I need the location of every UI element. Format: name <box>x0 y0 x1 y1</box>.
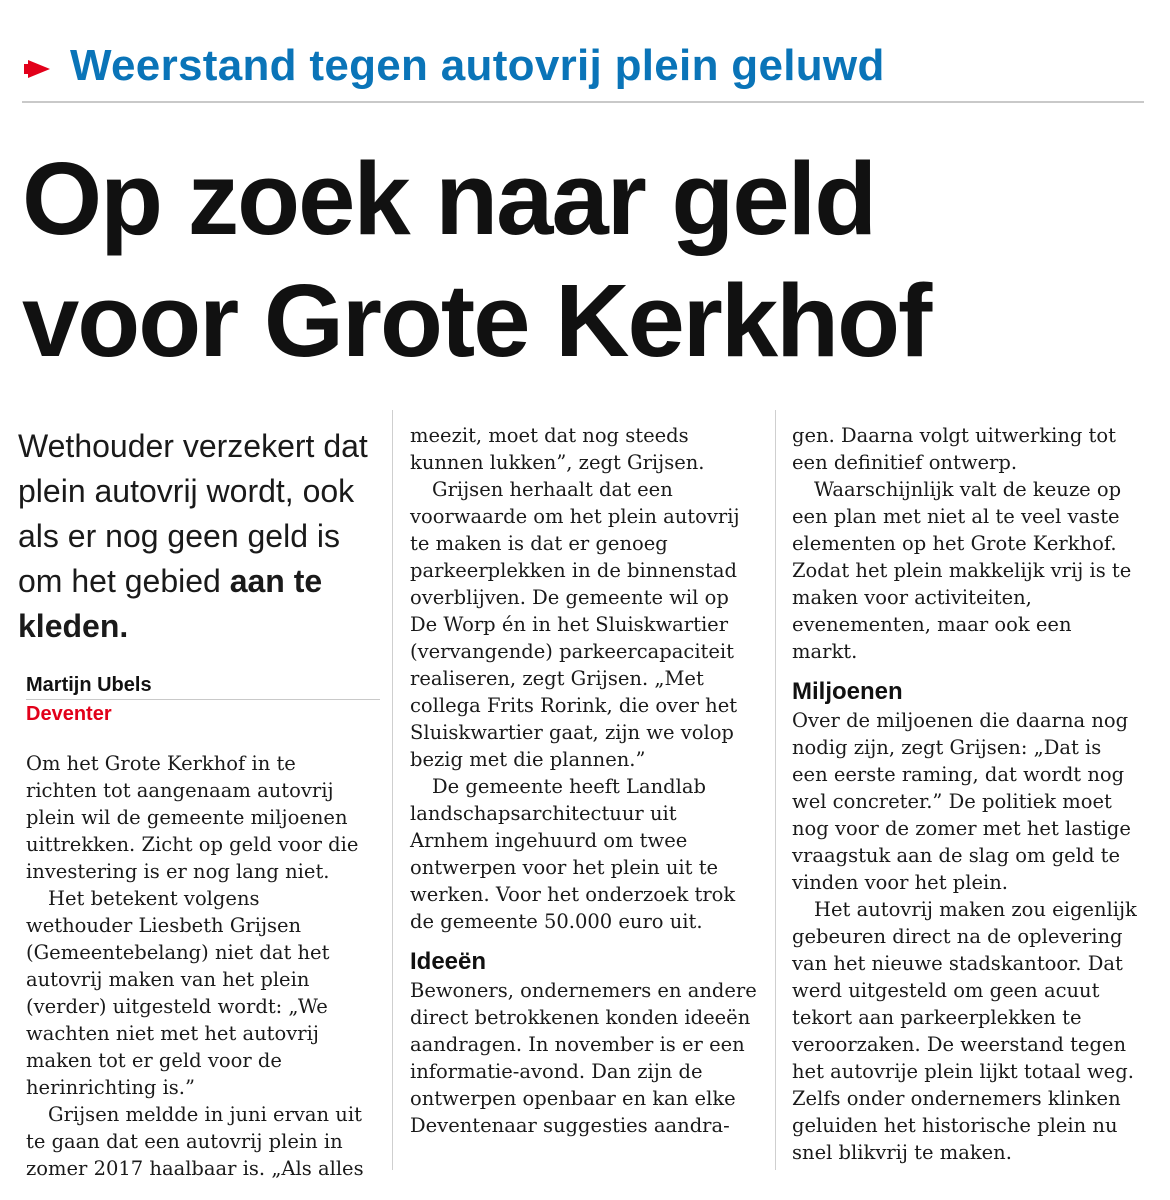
headline <box>22 138 1162 382</box>
column-2 <box>410 422 760 1139</box>
column-3 <box>792 422 1142 1166</box>
subhead: Miljoenen <box>792 678 903 705</box>
kicker-text: Weerstand tegen autovrij plein geluwd <box>70 41 885 90</box>
column-1 <box>26 750 371 1182</box>
paragraph: Bewoners, ondernemers en andere direct betrokkenen konden ideeën aandragen. In november is er een informatie-avond. Dan zijn de ontwerpen openbaar en kan elke Deventenaar suggesties aandra- <box>410 979 757 1137</box>
headline-line-2: voor Grote Kerkhof <box>22 263 931 378</box>
divider <box>26 699 380 700</box>
paragraph: De gemeente heeft Landlab landschapsarchitectuur uit Arnhem ingehuurd om twee ontwerpen voor het plein uit te werken. Voor het onderzoek trok de gemeente 50.000 euro uit. <box>410 775 736 933</box>
paragraph: Waarschijnlijk valt de keuze op een plan met niet al te veel vaste elementen op het Grote Kerkhof. Zodat het plein makkelijk vrij is te maken voor activiteiten, evenementen, maar ook een markt. <box>792 478 1132 663</box>
paragraph: meezit, moet dat nog steeds kunnen lukken”, zegt Grijsen. <box>410 424 705 474</box>
dateline: Deventer <box>26 703 112 725</box>
paragraph: gen. Daarna volgt uitwerking tot een definitief ontwerp. <box>792 424 1116 474</box>
paragraph: Grijsen meldde in juni ervan uit te gaan dat een autovrij plein in zomer 2017 haalbaar is. „Als alles <box>26 1103 364 1180</box>
divider <box>22 101 1144 103</box>
paragraph: Grijsen herhaalt dat een voorwaarde om het plein autovrij te maken is dat er genoeg parkeerplekken in de binnenstad overblijven. De gemeente wil op De Worp én in het Sluiskwartier (vervangende) parkeercapaciteit realiseren, zegt Grijsen. „Met collega Frits Rorink, die over het Sluiskwartier gaat, zijn we volop bezig met die plannen.” <box>410 478 740 771</box>
column-rule <box>775 410 776 1170</box>
author: Martijn Ubels <box>26 674 152 696</box>
paragraph: Over de miljoenen die daarna nog nodig zijn, zegt Grijsen: „Dat is een eerste raming, dat wordt nog wel concreter.” De politiek moet nog voor de zomer met het lastige vraagstuk aan de slag om geld te vinden voor het plein. <box>792 709 1131 894</box>
headline-line-1: Op zoek naar geld <box>22 141 876 256</box>
subhead: Ideeën <box>410 948 487 975</box>
column-rule <box>392 410 393 1170</box>
paragraph: Het autovrij maken zou eigenlijk gebeuren direct na de oplevering van het nieuwe stadskantoor. Dat werd uitgesteld om geen acuut tekort aan parkeerplekken te veroorzaken. De weerstand tegen het autovrije plein lijkt totaal weg. Zelfs onder ondernemers klinken geluiden het historische plein nu snel blikvrij te maken. <box>792 898 1137 1164</box>
intro-text: Wethouder verzekert dat plein autovrij wordt, ook als er nog geen geld is om het gebied <box>18 428 368 599</box>
paragraph: Om het Grote Kerkhof in te richten tot aangenaam autovrij plein wil de gemeente miljoenen uittrekken. Zicht op geld voor die investering is er nog lang niet. <box>26 752 359 883</box>
red-arrow-icon <box>28 60 50 78</box>
intro <box>18 424 378 649</box>
kicker <box>22 36 1147 100</box>
intro-bold: aan te kleden. <box>18 563 323 644</box>
paragraph: Het betekent volgens wethouder Liesbeth Grijsen (Gemeentebelang) niet dat het autovrij maken van het plein (verder) uitgesteld wordt: „We wachten niet met het autovrij maken tot er geld voor de herinrichting is.” <box>26 887 330 1099</box>
